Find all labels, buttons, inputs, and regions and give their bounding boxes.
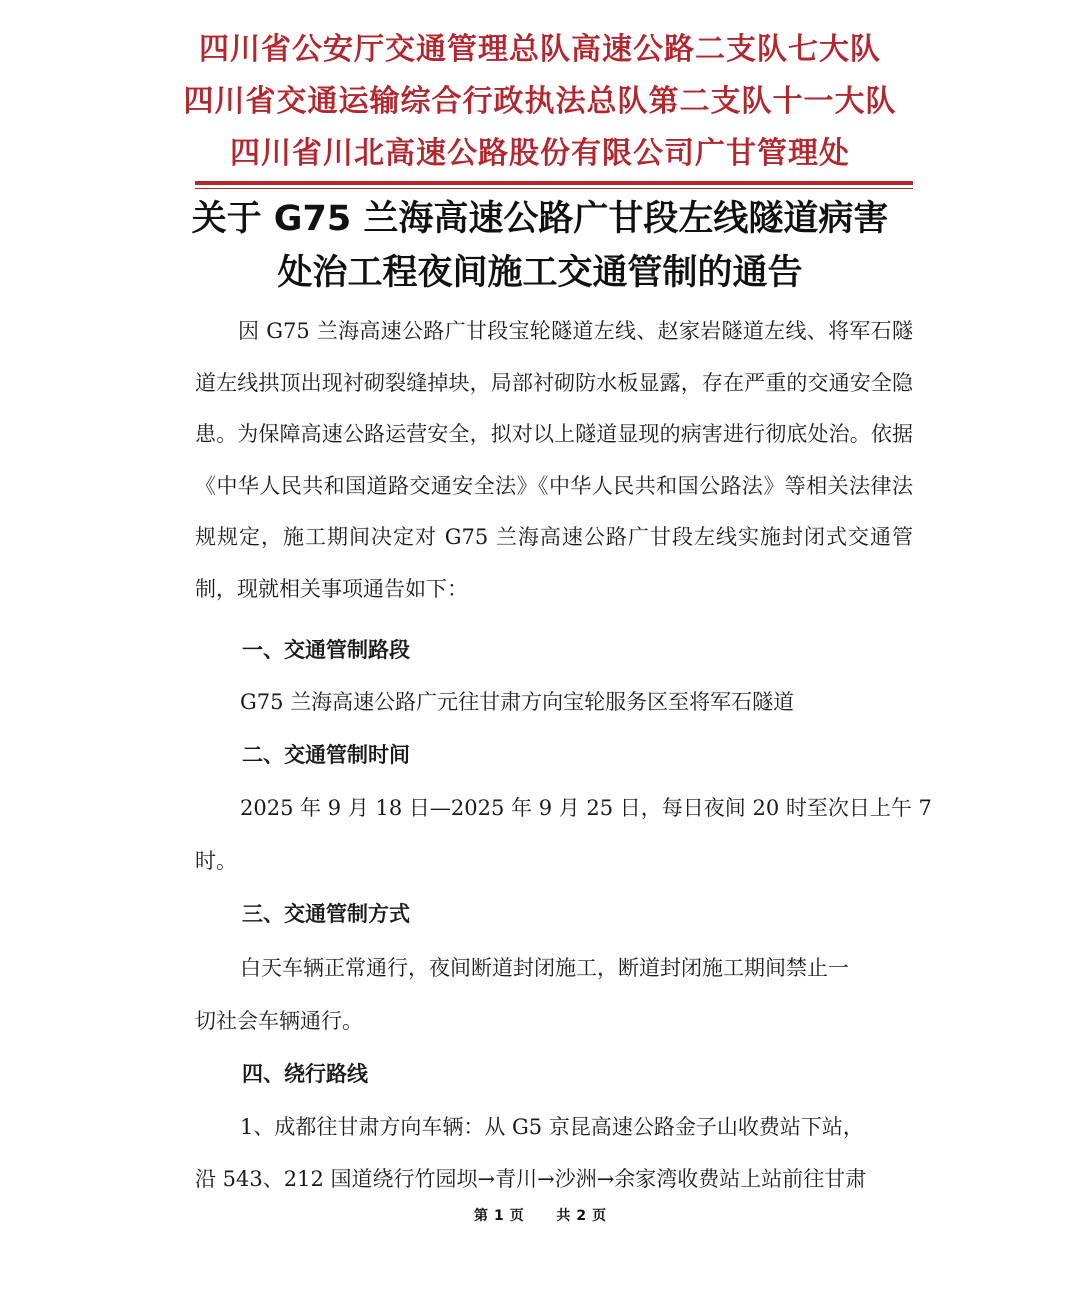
page-current: 1	[493, 1208, 504, 1224]
issuer-line-2: 四川省交通运输综合行政执法总队第二支队十一大队	[183, 84, 897, 119]
section-heading-3: 三、交通管制方式	[242, 902, 410, 926]
section-4-line-1: 1、成都往甘肃方向车辆：从 G5 京昆高速公路金子山收费站下站，	[240, 1115, 864, 1139]
section-2-line-1: 2025 年 9 月 18 日—2025 年 9 月 25 日，每日夜间 20 时至次日上午 7	[240, 796, 932, 820]
section-heading-4: 四、绕行路线	[242, 1062, 368, 1086]
section-3-line-2: 切社会车辆通行。	[195, 1009, 363, 1033]
section-heading-1: 一、交通管制路段	[242, 638, 410, 662]
page-total: 2	[576, 1208, 587, 1224]
section-4-line-2: 沿 543、212 国道绕行竹园坝→青川→沙洲→余家湾收费站上站前往甘肃	[195, 1167, 867, 1191]
section-3-line-1: 白天车辆正常通行，夜间断道封闭施工，断道封闭施工期间禁止一	[240, 956, 849, 980]
issuer-line-3: 四川省川北高速公路股份有限公司广甘管理处	[230, 136, 850, 171]
document-title-line-2: 处治工程夜间施工交通管制的通告	[277, 253, 803, 293]
total-prefix: 共	[556, 1208, 571, 1224]
section-2-line-2: 时。	[195, 849, 237, 873]
page-prefix: 第	[473, 1208, 488, 1224]
section-heading-2: 二、交通管制时间	[242, 743, 410, 767]
section-1-line-1: G75 兰海高速公路广元往甘肃方向宝轮服务区至将军石隧道	[240, 690, 795, 714]
issuer-line-1: 四川省公安厅交通管理总队高速公路二支队七大队	[199, 32, 881, 67]
red-header-rule	[195, 181, 913, 185]
total-unit: 页	[592, 1208, 607, 1224]
intro-paragraph: 因 G75 兰海高速公路广甘段宝轮隧道左线、赵家岩隧道左线、将军石隧道左线拱顶出现衬砌裂缝掉块，局部衬砌防水板显露，存在严重的交通安全隐患。为保障高速公路运营安全，拟对以上隧道显现的病害进行彻底处治。依据《中华人民共和国道路交通安全法》《中华人民共和国公路法》等相关法律法规规定，施工期间决定对 G75 兰海高速公路广甘段左线实施封闭式交通管制，现就相关事项通告如下：	[195, 319, 913, 601]
red-header-rule-thin	[195, 188, 913, 189]
page-unit: 页	[509, 1208, 524, 1224]
document-title-line-1: 关于 G75 兰海高速公路广甘段左线隧道病害	[191, 199, 889, 239]
page-number-footer	[0, 1205, 1080, 1225]
